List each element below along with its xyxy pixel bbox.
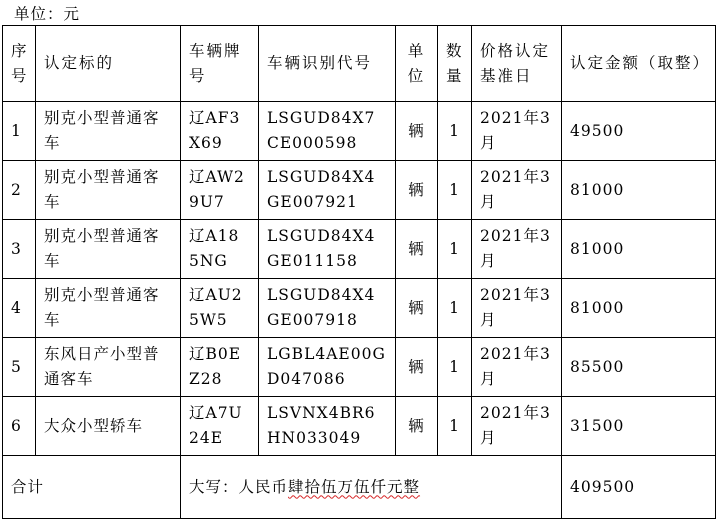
row-index: 6 (3, 397, 36, 456)
row-amount: 31500 (562, 397, 716, 456)
row-plate: 辽AU25W5 (181, 279, 259, 338)
row-plate: 辽AF3X69 (181, 102, 259, 161)
table-row (3, 220, 716, 279)
row-vin: LSGUD84X4GE011158 (259, 220, 396, 279)
row-plate: 辽A185NG (181, 220, 259, 279)
row-index: 2 (3, 161, 36, 220)
row-amount: 81000 (562, 161, 716, 220)
table-row (3, 279, 716, 338)
header-amount: 认定金额（取整） (562, 26, 716, 102)
header-plate: 车辆牌号 (181, 26, 259, 102)
header-item: 认定标的 (36, 26, 181, 102)
row-base-date: 2021年3月 (472, 279, 562, 338)
total-amount-in-words (181, 456, 562, 519)
row-unit: 辆 (396, 102, 438, 161)
row-item: 东风日产小型普通客车 (36, 338, 181, 397)
row-unit: 辆 (396, 279, 438, 338)
total-words-prefix: 大写：人民币 (189, 477, 289, 496)
total-words-amount: 肆拾伍万伍仟元整 (288, 477, 421, 496)
row-base-date: 2021年3月 (472, 338, 562, 397)
header-vin: 车辆识别代号 (259, 26, 396, 102)
header-base-date: 价格认定基准日 (472, 26, 562, 102)
table-row (3, 397, 716, 456)
table-row (3, 102, 716, 161)
row-unit: 辆 (396, 220, 438, 279)
row-base-date: 2021年3月 (472, 220, 562, 279)
row-vin: LSGUD84X4GE007921 (259, 161, 396, 220)
row-item: 大众小型轿车 (36, 397, 181, 456)
row-vin: LSGUD84X7CE000598 (259, 102, 396, 161)
row-amount: 49500 (562, 102, 716, 161)
row-vin: LGBL4AE00GD047086 (259, 338, 396, 397)
row-index: 5 (3, 338, 36, 397)
row-amount: 81000 (562, 220, 716, 279)
row-qty: 1 (438, 338, 472, 397)
row-unit: 辆 (396, 161, 438, 220)
row-index: 4 (3, 279, 36, 338)
row-vin: LSGUD84X4GE007918 (259, 279, 396, 338)
row-plate: 辽B0EZ28 (181, 338, 259, 397)
total-label: 合计 (3, 456, 181, 519)
header-row (3, 26, 716, 102)
row-item: 别克小型普通客车 (36, 102, 181, 161)
header-unit: 单位 (396, 26, 438, 102)
row-amount: 81000 (562, 279, 716, 338)
valuation-table (2, 25, 716, 519)
row-item: 别克小型普通客车 (36, 279, 181, 338)
row-qty: 1 (438, 279, 472, 338)
row-qty: 1 (438, 397, 472, 456)
row-unit: 辆 (396, 338, 438, 397)
row-base-date: 2021年3月 (472, 102, 562, 161)
header-index: 序号 (3, 26, 36, 102)
row-base-date: 2021年3月 (472, 161, 562, 220)
row-unit: 辆 (396, 397, 438, 456)
row-index: 1 (3, 102, 36, 161)
row-item: 别克小型普通客车 (36, 161, 181, 220)
row-base-date: 2021年3月 (472, 397, 562, 456)
row-plate: 辽A7U24E (181, 397, 259, 456)
row-vin: LSVNX4BR6HN033049 (259, 397, 396, 456)
row-index: 3 (3, 220, 36, 279)
row-qty: 1 (438, 102, 472, 161)
row-qty: 1 (438, 220, 472, 279)
table-row (3, 338, 716, 397)
row-plate: 辽AW29U7 (181, 161, 259, 220)
row-item: 别克小型普通客车 (36, 220, 181, 279)
unit-label: 单位：元 (14, 5, 81, 23)
table-row (3, 161, 716, 220)
header-qty: 数量 (438, 26, 472, 102)
row-amount: 85500 (562, 338, 716, 397)
total-row (3, 456, 716, 519)
row-qty: 1 (438, 161, 472, 220)
total-amount: 409500 (562, 456, 716, 519)
